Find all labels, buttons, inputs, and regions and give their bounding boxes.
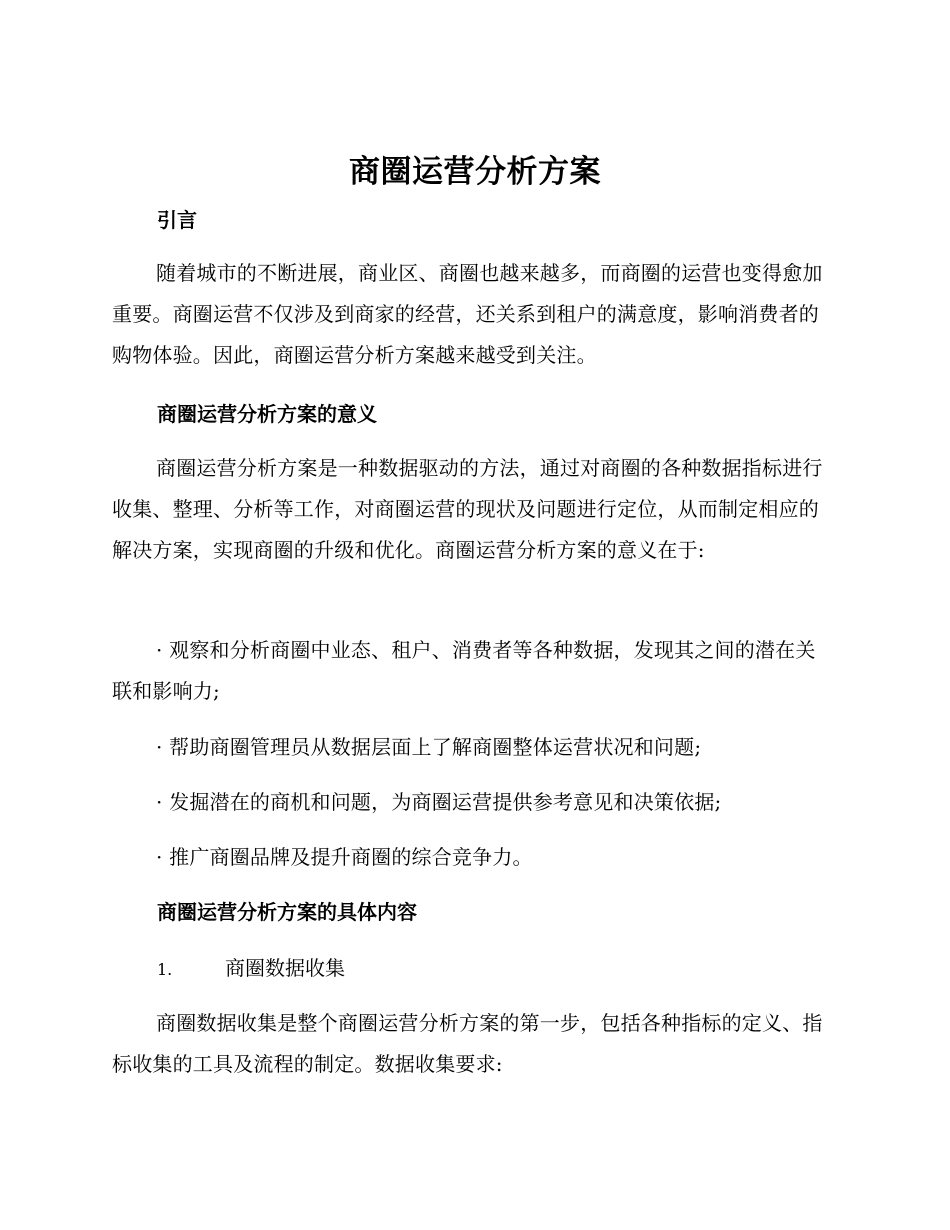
section-heading-introduction: 引言 xyxy=(157,208,197,232)
significance-bullet-4: · 推广商圈品牌及提升商圈的综合竞争力。 xyxy=(156,845,533,869)
document-title: 商圈运营分析方案 xyxy=(349,154,601,190)
significance-paragraph: 商圈运营分析方案是一种数据驱动的方法，通过对商圈的各种数据指标进行收集、整理、分析等工作，对商圈运营的现状及问题进行定位，从而制定相应的解决方案，实现商圈的升级和优化。商圈运营分析方案的意义在于: xyxy=(112,456,823,562)
numbered-item-data-collection xyxy=(157,953,345,985)
significance-bullet-3: · 发掘潜在的商机和问题，为商圈运营提供参考意见和决策依据; xyxy=(156,790,722,814)
data-collection-paragraph: 商圈数据收集是整个商圈运营分析方案的第一步，包括各种指标的定义、指标收集的工具及流程的制定。数据收集要求: xyxy=(112,1011,823,1076)
significance-bullet-1: · 观察和分析商圈中业态、租户、消费者等各种数据，发现其之间的潜在关联和影响力; xyxy=(112,638,816,703)
list-item-label: 商圈数据收集 xyxy=(225,956,345,980)
introduction-paragraph: 随着城市的不断进展，商业区、商圈也越来越多，而商圈的运营也变得愈加重要。商圈运营不仅涉及到商家的经营，还关系到租户的满意度，影响消费者的购物体验。因此，商圈运营分析方案越来越受到关注。 xyxy=(112,261,823,367)
list-number: 1. xyxy=(157,960,173,979)
significance-bullet-2: · 帮助商圈管理员从数据层面上了解商圈整体运营状况和问题; xyxy=(156,735,702,759)
section-heading-significance: 商圈运营分析方案的意义 xyxy=(157,402,377,426)
section-heading-contents: 商圈运营分析方案的具体内容 xyxy=(157,900,417,924)
